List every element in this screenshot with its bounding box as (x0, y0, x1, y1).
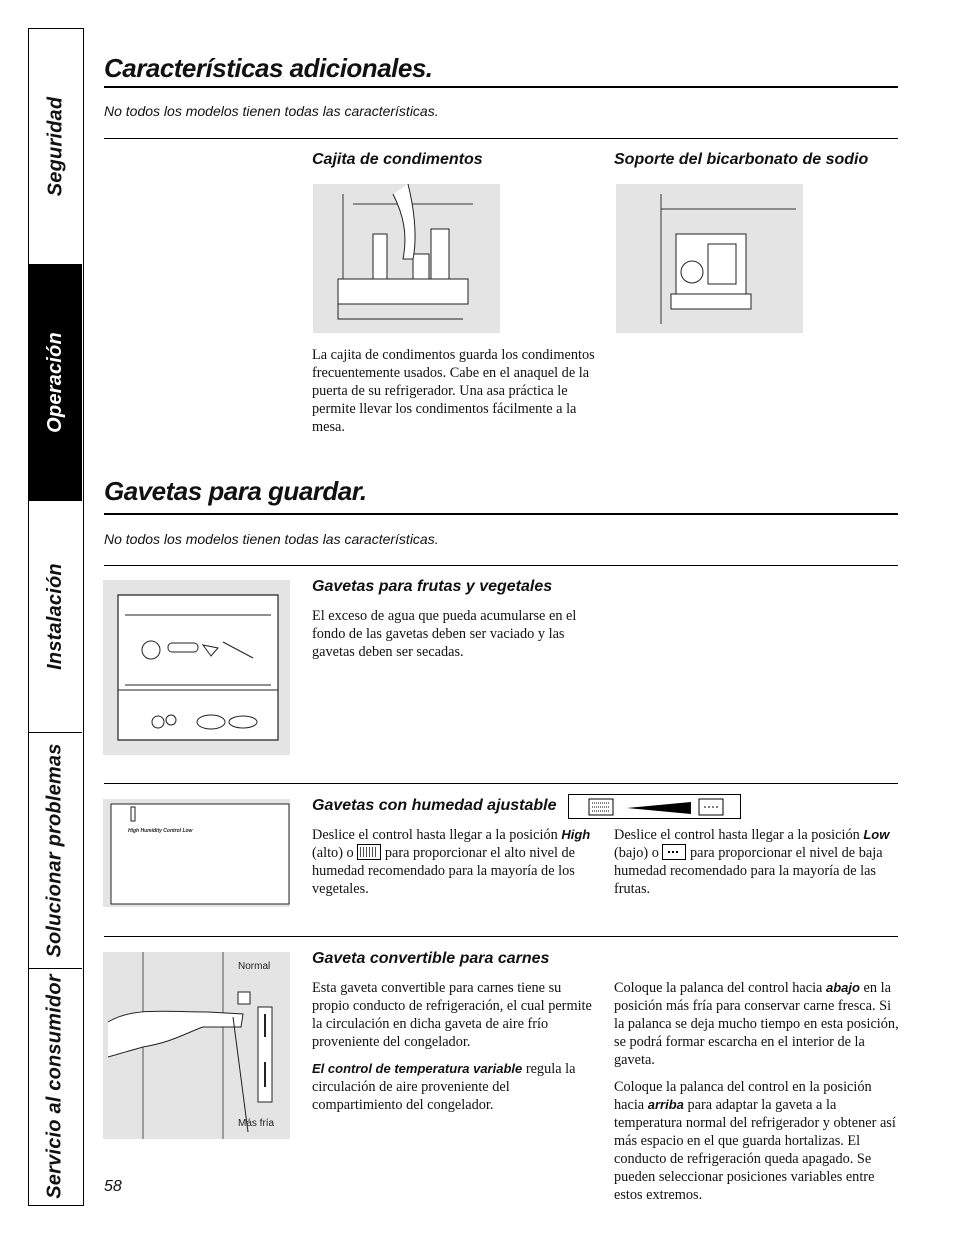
meat-drawer-illustration (103, 952, 290, 1139)
humidity-panel-label: High Humidity Control Low (128, 828, 193, 834)
soda-heading: Soporte del bicarbonato de sodio (614, 151, 869, 168)
humidity-low-text: Deslice el control hasta llegar a la posición Low (bajo) o para proporcionar el nivel de baja humedad recomendado para la mayoría de las frutas. (614, 827, 890, 897)
title-rule (104, 513, 898, 515)
humidity-heading: Gavetas con humedad ajustable (312, 797, 557, 814)
title-rule (104, 86, 898, 88)
side-tab-bar (28, 28, 84, 1206)
fruit-text: El exceso de agua que pueda acumularse en el fondo de las gavetas deben ser vaciado y las gavetas deben ser secadas. (312, 608, 577, 660)
divider (104, 138, 898, 139)
meat-heading: Gaveta convertible para carnes (312, 950, 550, 967)
humidity-high-text: Deslice el control hasta llegar a la posición High (alto) o para proporcionar el alto nivel de humedad recomendado para la mayoría de los vegetales. (312, 827, 591, 897)
section-note: No todos los modelos tienen todas las características. (104, 103, 439, 119)
caption-normal: Normal (238, 961, 271, 972)
spice-text: La cajita de condimentos guarda los condimentos frecuentemente usados. Cabe en el anaquel de la puerta de su refrigerador. Una asa práctica le permite llevar los condimentos fácilmente a la mesa. (312, 347, 595, 435)
meat-text-2: El control de temperatura variable regula la circulación de aire proveniente del compartimiento del congelador. (312, 1061, 576, 1113)
crisper-drawers-illustration (103, 580, 290, 755)
tab-operacion[interactable]: Operación (29, 265, 82, 501)
tab-seguridad[interactable]: Seguridad (29, 29, 82, 265)
tab-solucionar-problemas[interactable]: Solucionar problemas (29, 733, 82, 969)
divider (104, 936, 898, 937)
meat-text-3: Coloque la palanca del control hacia abajo en la posición más fría para conservar carne fresca. Si la palanca se deja mucho tiempo en esta posición, se podrá formar escarcha en el interior de la gaveta. (614, 980, 899, 1068)
high-humidity-icon (357, 844, 381, 860)
spice-rack-illustration (313, 184, 500, 333)
divider (104, 565, 898, 566)
page-number: 58 (104, 1178, 122, 1195)
humidity-drawer-illustration (103, 799, 290, 907)
section-title-caracteristicas: Características adicionales. (104, 53, 433, 83)
meat-text-1: Esta gaveta convertible para carnes tiene su propio conducto de refrigeración, el cual permite la circulación en dicha gaveta de aire frío proveniente del congelador. (312, 980, 592, 1050)
baking-soda-holder-illustration (616, 184, 803, 333)
section-note: No todos los modelos tienen todas las características. (104, 531, 439, 547)
humidity-slider-graphic (568, 794, 741, 819)
spice-heading: Cajita de condimentos (312, 151, 483, 168)
section-title-gavetas: Gavetas para guardar. (104, 476, 367, 506)
tab-instalacion[interactable]: Instalación (29, 501, 82, 733)
meat-text-4: Coloque la palanca del control en la posición hacia arriba para adaptar la gaveta a la temperatura normal del refrigerador y obtener así más espacio en el que guarda hortalizas. El conducto de refrigeración queda apagado. Se pueden seleccionar posiciones variables entre estos extremos. (614, 1079, 896, 1203)
low-humidity-icon (662, 844, 686, 860)
fruit-heading: Gavetas para frutas y vegetales (312, 578, 553, 595)
caption-mas-fria: Más fría (238, 1118, 275, 1129)
divider (104, 783, 898, 784)
tab-servicio-consumidor[interactable]: Servicio al consumidor (44, 974, 66, 1199)
